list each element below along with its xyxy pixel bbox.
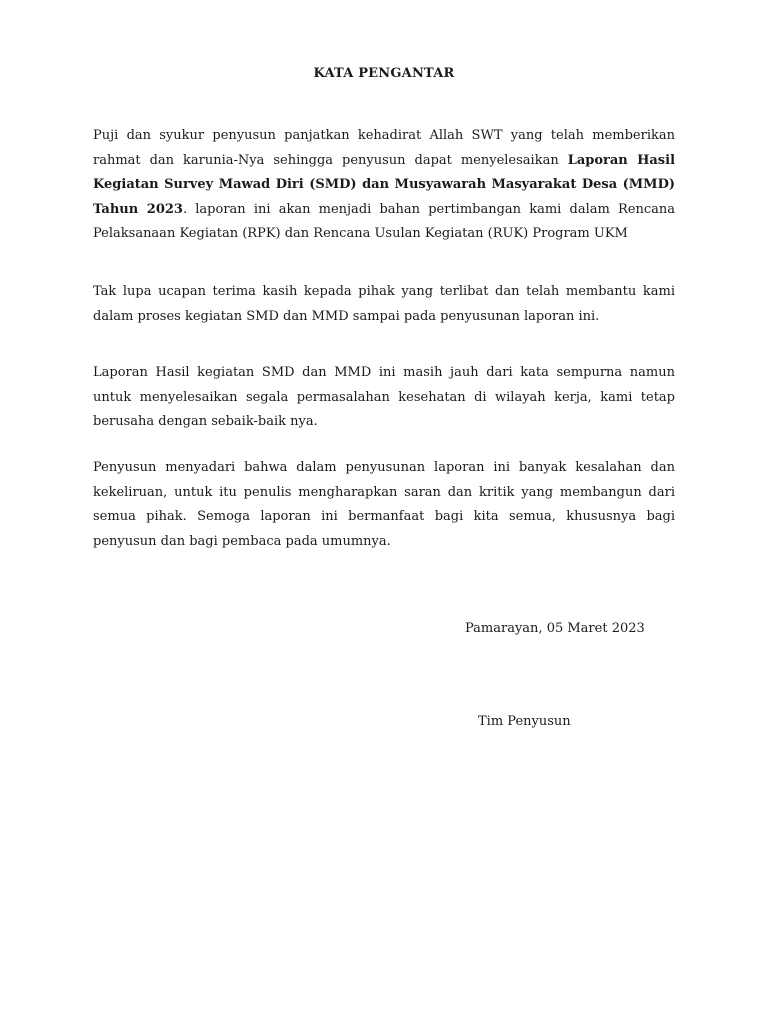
signer-name: Tim Penyusun <box>478 714 571 729</box>
paragraph-4-text: Penyusun menyadari bahwa dalam penyusunan laporan ini banyak kesalahan dan kekeliruan, untuk itu penulis mengharapkan saran dan kritik yang membangun dari semua pihak. Semoga laporan ini bermanfaat bagi kita semua, khususnya bagi penyusun dan bagi pembaca pada umumnya. <box>93 460 675 549</box>
paragraph-1-text-b: . laporan ini akan menjadi bahan pertimbangan kami dalam Rencana Pelaksanaan Kegiatan (RPK) dan Rencana Usulan Kegiatan (RUK) Program UKM <box>93 201 675 241</box>
report-title-bold: Laporan Hasil Kegiatan Survey Mawad Diri (SMD) dan Musyawarah Masyarakat Desa (MMD) Tahun 2023 <box>93 152 676 217</box>
paragraph-2 <box>93 280 675 329</box>
paragraph-3-text: Laporan Hasil kegiatan SMD dan MMD ini masih jauh dari kata sempurna namun untuk menyelesaikan segala permasalahan kesehatan di wilayah kerja, kami tetap berusaha dengan sebaik-baik nya. <box>93 365 675 429</box>
paragraph-4 <box>93 456 675 554</box>
place-date: Pamarayan, 05 Maret 2023 <box>465 621 645 636</box>
paragraph-2-text: Tak lupa ucapan terima kasih kepada pihak yang terlibat dan telah membantu kami dalam proses kegiatan SMD dan MMD sampai pada penyusunan laporan ini. <box>93 284 675 324</box>
paragraph-1-text-a: Puji dan syukur penyusun panjatkan kehadirat Allah SWT yang telah memberikan rahmat dan karunia-Nya sehingga penyusun dapat menyelesaikan <box>93 128 675 168</box>
paragraph-1 <box>93 124 675 247</box>
page-title: KATA PENGANTAR <box>313 66 455 81</box>
paragraph-3 <box>93 361 675 435</box>
